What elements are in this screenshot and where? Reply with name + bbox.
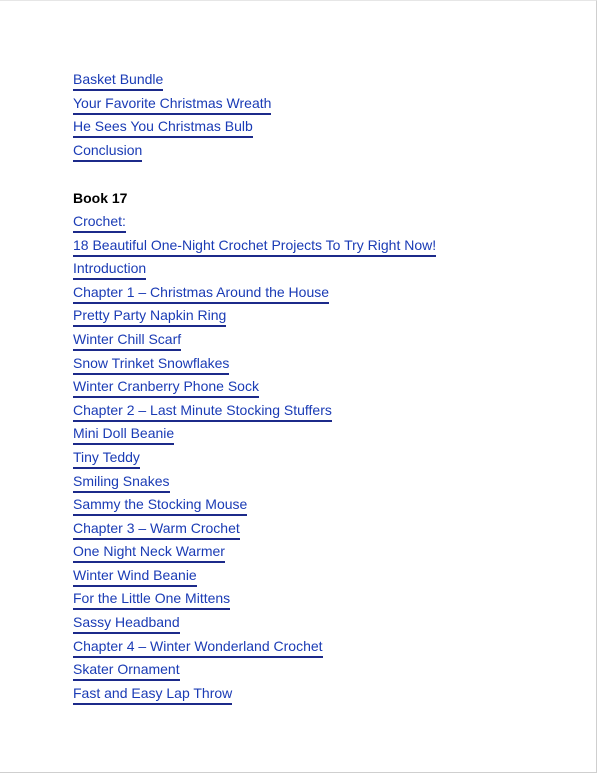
- book-heading: Book 17: [73, 190, 128, 207]
- toc-link-basket-bundle[interactable]: Basket Bundle: [73, 69, 163, 91]
- toc-link-conclusion[interactable]: Conclusion: [73, 140, 142, 162]
- toc-link-book-subtitle[interactable]: 18 Beautiful One-Night Crochet Projects To Try Right Now!: [73, 235, 436, 257]
- toc-link-christmas-bulb[interactable]: He Sees You Christmas Bulb: [73, 116, 253, 138]
- toc-link-christmas-wreath[interactable]: Your Favorite Christmas Wreath: [73, 93, 271, 115]
- toc-link-crochet[interactable]: Crochet:: [73, 211, 126, 233]
- toc-link-chapter-3[interactable]: Chapter 3 – Warm Crochet: [73, 518, 240, 540]
- toc-link-napkin-ring[interactable]: Pretty Party Napkin Ring: [73, 305, 226, 327]
- toc-link-lap-throw[interactable]: Fast and Easy Lap Throw: [73, 683, 232, 705]
- toc-link-introduction[interactable]: Introduction: [73, 258, 146, 280]
- toc-link-stocking-mouse[interactable]: Sammy the Stocking Mouse: [73, 494, 247, 516]
- toc-link-chapter-1[interactable]: Chapter 1 – Christmas Around the House: [73, 282, 329, 304]
- section-gap: [73, 163, 573, 187]
- toc-link-snowflakes[interactable]: Snow Trinket Snowflakes: [73, 353, 229, 375]
- toc-link-sassy-headband[interactable]: Sassy Headband: [73, 612, 180, 634]
- toc-link-phone-sock[interactable]: Winter Cranberry Phone Sock: [73, 376, 259, 398]
- table-of-contents: [73, 69, 573, 706]
- toc-link-wind-beanie[interactable]: Winter Wind Beanie: [73, 565, 197, 587]
- toc-link-smiling-snakes[interactable]: Smiling Snakes: [73, 471, 170, 493]
- toc-link-doll-beanie[interactable]: Mini Doll Beanie: [73, 423, 174, 445]
- toc-link-skater-ornament[interactable]: Skater Ornament: [73, 659, 180, 681]
- toc-link-chapter-4[interactable]: Chapter 4 – Winter Wonderland Crochet: [73, 636, 323, 658]
- toc-link-mittens[interactable]: For the Little One Mittens: [73, 588, 230, 610]
- toc-link-tiny-teddy[interactable]: Tiny Teddy: [73, 447, 140, 469]
- toc-link-neck-warmer[interactable]: One Night Neck Warmer: [73, 541, 225, 563]
- toc-link-chill-scarf[interactable]: Winter Chill Scarf: [73, 329, 181, 351]
- toc-link-chapter-2[interactable]: Chapter 2 – Last Minute Stocking Stuffers: [73, 400, 332, 422]
